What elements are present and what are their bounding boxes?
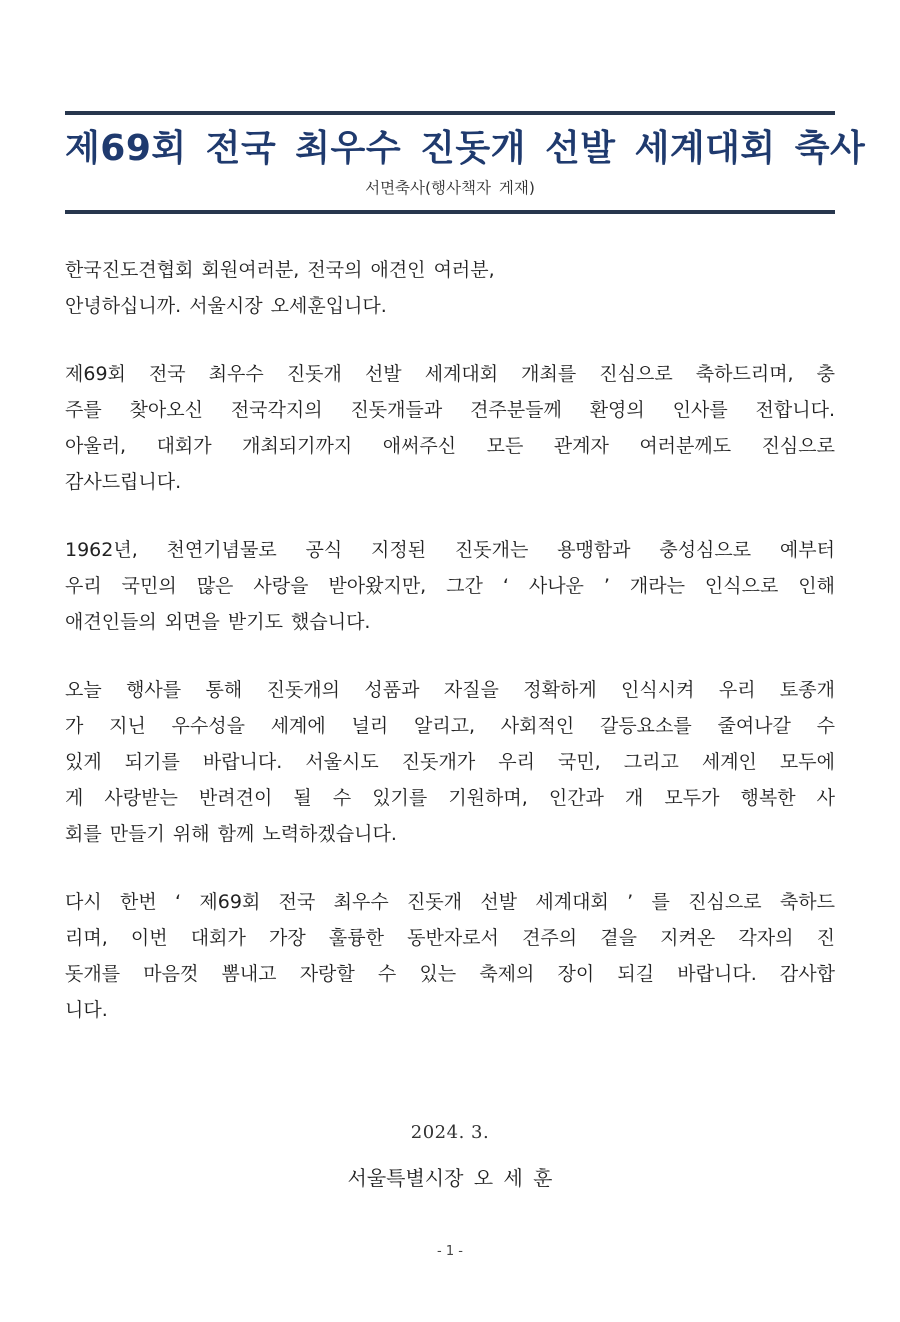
paragraph-line: 애견인들의 외면을 받기도 했습니다. <box>65 611 371 633</box>
paragraph-line: 우리 국민의 많은 사랑을 받아왔지만, 그간 ‘ 사나운 ’ 개라는 인식으로 인해 <box>65 575 835 597</box>
paragraph-line: 오늘 행사를 통해 진돗개의 성품과 자질을 정확하게 인식시켜 우리 토종개 <box>65 679 835 701</box>
paragraph-hopes <box>65 672 835 852</box>
document-subtitle: 서면축사(행사책자 게재) <box>365 179 535 197</box>
paragraph-line: 제69회 전국 최우수 진돗개 선발 세계대회 개최를 진심으로 축하드리며, 충 <box>65 363 835 385</box>
page-number: - 1 - <box>437 1244 463 1259</box>
paragraph-closing <box>65 884 835 1028</box>
document-signature: 서울특별시장 오 세 훈 <box>347 1166 553 1190</box>
paragraph-line: 리며, 이번 대회가 가장 훌륭한 동반자로서 견주의 곁을 지켜온 각자의 진 <box>65 927 835 949</box>
paragraph-line: 니다. <box>65 999 108 1021</box>
paragraph-history <box>65 532 835 640</box>
paragraph-line: 안녕하십니까. 서울시장 오세훈입니다. <box>65 295 387 317</box>
paragraph-line: 한국진도견협회 회원여러분, 전국의 애견인 여러분, <box>65 259 495 281</box>
paragraph-line: 다시 한번 ‘ 제69회 전국 최우수 진돗개 선발 세계대회 ’ 를 진심으로 축하드 <box>65 891 835 913</box>
paragraph-line: 1962년, 천연기념물로 공식 지정된 진돗개는 용맹함과 충성심으로 예부터 <box>65 539 835 561</box>
header-top-rule <box>65 111 835 115</box>
header-bottom-rule <box>65 210 835 214</box>
paragraph-line: 주를 찾아오신 전국각지의 진돗개들과 견주분들께 환영의 인사를 전합니다. <box>65 399 835 421</box>
document-body <box>65 252 835 1060</box>
document-title: 제69회 전국 최우수 진돗개 선발 세계대회 축사 <box>65 128 866 169</box>
document-date: 2024. 3. <box>410 1122 490 1143</box>
paragraph-line: 가 지닌 우수성을 세계에 널리 알리고, 사회적인 갈등요소를 줄여나갈 수 <box>65 715 835 737</box>
paragraph-greeting <box>65 252 835 324</box>
paragraph-congratulations <box>65 356 835 500</box>
paragraph-line: 감사드립니다. <box>65 471 182 493</box>
paragraph-line: 있게 되기를 바랍니다. 서울시도 진돗개가 우리 국민, 그리고 세계인 모두에 <box>65 751 835 773</box>
paragraph-line: 돗개를 마음껏 뽐내고 자랑할 수 있는 축제의 장이 되길 바랍니다. 감사합 <box>65 963 835 985</box>
paragraph-line: 회를 만들기 위해 함께 노력하겠습니다. <box>65 823 397 845</box>
paragraph-line: 아울러, 대회가 개최되기까지 애써주신 모든 관계자 여러분께도 진심으로 <box>65 435 835 457</box>
paragraph-line: 게 사랑받는 반려견이 될 수 있기를 기원하며, 인간과 개 모두가 행복한 사 <box>65 787 835 809</box>
